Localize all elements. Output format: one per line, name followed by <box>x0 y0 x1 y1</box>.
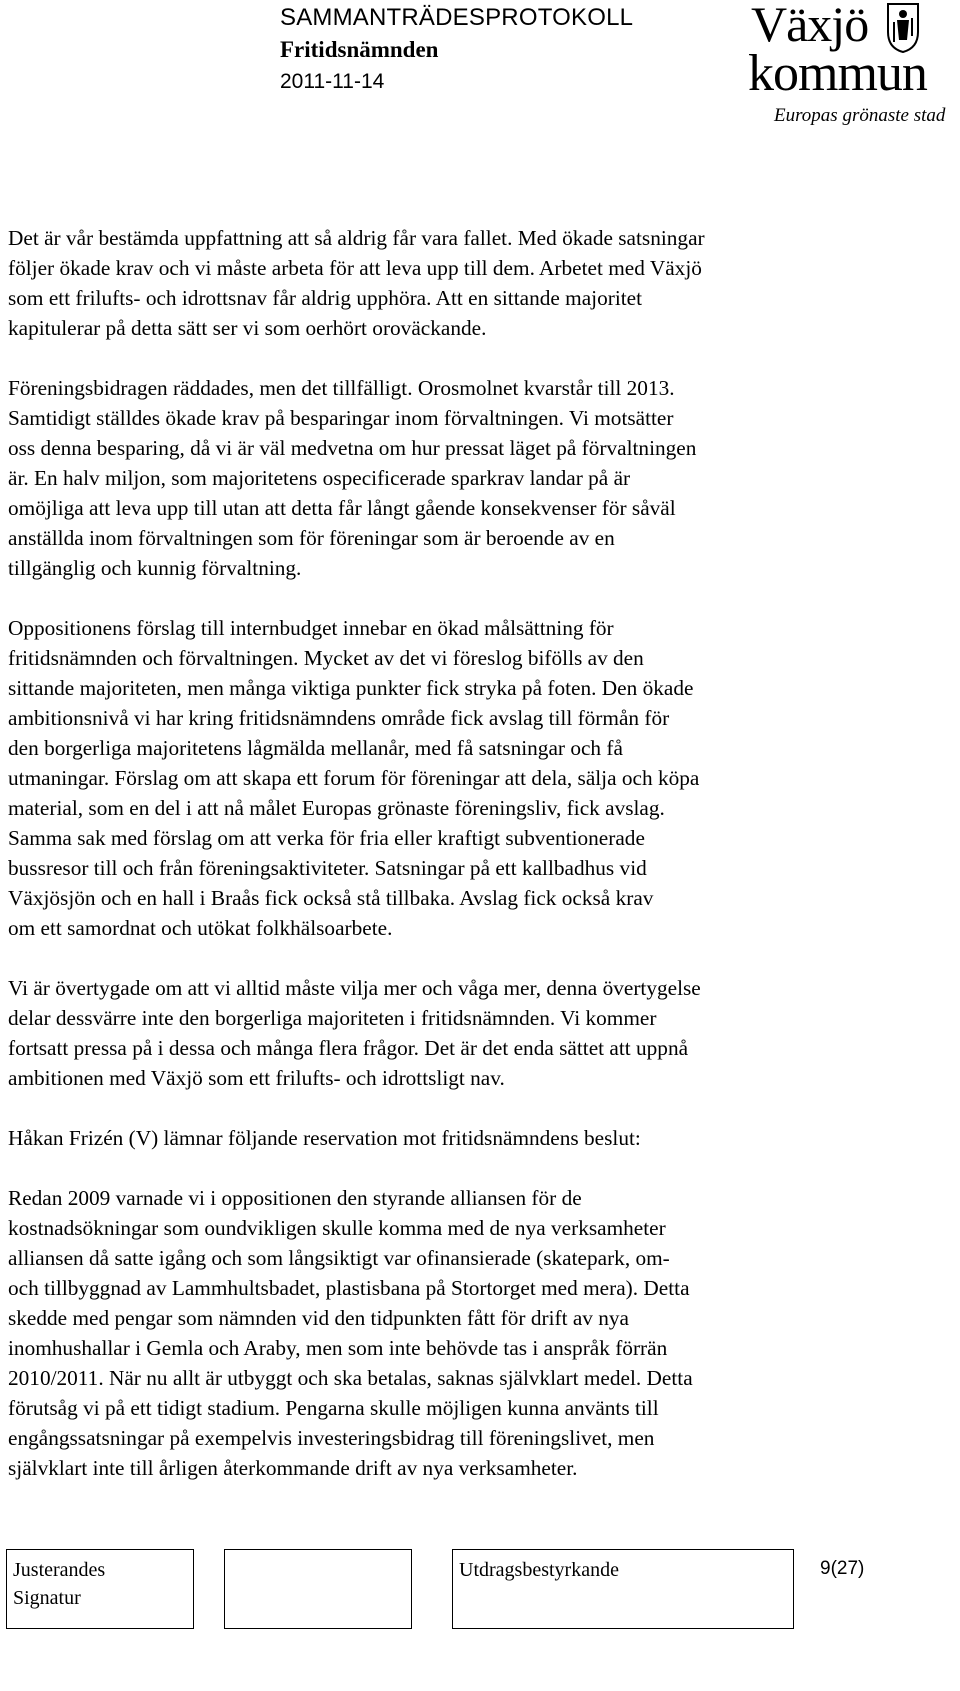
meeting-date: 2011-11-14 <box>280 70 385 93</box>
logo-line-1: Växjö <box>751 0 869 52</box>
paragraph: Redan 2009 varnade vi i oppositionen den styrande alliansen för de kostnadsökningar som oundvikligen skulle komma med de nya verksamheter alliansen då satte igång och som långsiktigt var ofinansierade (skatepark, om- och tillbyggnad av Lammhultsbadet, plastisbana på Stortorget med mera). Detta skedde med pengar som nämnden vid den tidpunkten fått för drift av nya inomhushallar i Gemla och Araby, men som inte behövde tas i anspråk förrän 2010/2011. När nu allt är utbyggt och ska betalas, saknas självklart medel. Detta förutsåg vi på ett tidigt stadium. Pengarna skulle möjligen kunna använts till engångssatsningar på exempelvis investeringsbidrag till föreningslivet, men självklart inte till årligen återkommande drift av nya verksamheter. <box>8 1186 693 1480</box>
justerandes-signature-box <box>6 1549 194 1629</box>
protocol-title: SAMMANTRÄDESPROTOKOLL <box>280 4 634 31</box>
paragraph: Det är vår bestämda uppfattning att så aldrig får vara fallet. Med ökade satsningar följer ökade krav och vi måste arbeta för att leva upp till dem. Arbetet med Växjö som ett frilufts- och idrottsnav får aldrig upphöra. Att en sittande majoritet kapitulerar på detta sätt ser vi som oerhört oroväckande. <box>8 226 705 340</box>
logo-line-2: kommun <box>748 45 927 102</box>
utdragsbestyrkande-label: Utdragsbestyrkande <box>459 1559 619 1581</box>
page-number: 9(27) <box>820 1558 865 1579</box>
paragraph: Vi är övertygade om att vi alltid måste vilja mer och våga mer, denna övertygelse delar dessvärre inte den borgerliga majoriteten i fritidsnämnden. Vi kommer fortsatt pressa på i dessa och många flera frågor. Det är det enda sättet att uppnå ambitionen med Växjö som ett frilufts- och idrottsligt nav. <box>8 976 701 1090</box>
paragraph: Oppositionens förslag till internbudget innebar en ökad målsättning för fritidsnämnden och förvaltningen. Mycket av det vi föreslog bifölls av den sittande majoriteten, men många viktiga punkter fick stryka på foten. Den ökade ambitionsnivå vi har kring fritidsnämndens område fick avslag till förmån för den borgerliga majoritetens lågmälda mellanår, med få satsningar och få utmaningar. Förslag om att skapa ett forum för föreningar att dela, sälja och köpa material, som en del i att nå målet Europas grönaste föreningsliv, fick avslag. Samma sak med förslag om att verka för fria eller kraftigt subventionerade bussresor till och från föreningsaktiviteter. Satsningar på ett kallbadhus vid Växjösjön och en hall i Braås fick också stå tillbaka. Avslag fick också krav om ett samordnat och utökat folkhälsoarbete. <box>8 616 700 940</box>
utdragsbestyrkande-box <box>452 1549 794 1629</box>
paragraph: Håkan Frizén (V) lämnar följande reservation mot fritidsnämndens beslut: <box>8 1126 641 1150</box>
page-header <box>280 2 720 98</box>
logo-tagline: Europas grönaste stad <box>774 105 946 126</box>
document-body <box>8 223 908 1513</box>
paragraph: Föreningsbidragen räddades, men det tillfälligt. Orosmolnet kvarstår till 2013. Samtidigt ställdes ökade krav på besparingar inom förvaltningen. Vi motsätter oss denna besparing, då vi är väl medvetna om hur pressat läget på förvaltningen är. En halv miljon, som majoritetens ospecificerade sparkrav landar på är omöjliga att leva upp till utan att detta får långt gående konsekvenser för såväl anställda inom förvaltningen som för föreningar som är beroende av en tillgänglig och kunnig förvaltning. <box>8 376 697 580</box>
committee-name: Fritidsnämnden <box>280 37 439 62</box>
signatur-label: Signatur <box>13 1587 81 1609</box>
justerandes-label: Justerandes <box>13 1559 106 1581</box>
page-footer <box>0 1549 960 1629</box>
signature-box <box>224 1549 412 1629</box>
vaxjo-kommun-logo <box>746 0 960 130</box>
